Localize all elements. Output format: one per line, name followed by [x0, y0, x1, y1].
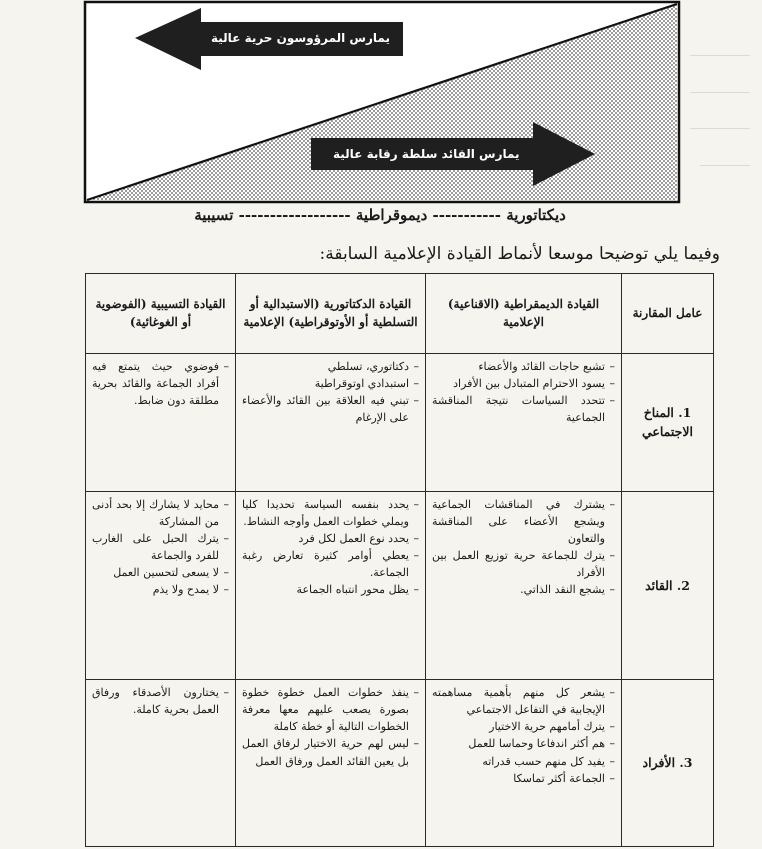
list-item: – هم أكثر اندفاعا وحماسا للعمل: [432, 735, 615, 752]
list-item: – يحدد بنفسه السياسة تحديدا كليا ويملي خطوات العمل وأوجه النشاط.: [242, 496, 419, 530]
header-democratic: القيادة الديمقراطية (الاقناعية) الإعلامية: [426, 274, 622, 354]
list-item: – يترك أمامهم حرية الاختيار: [432, 718, 615, 735]
list-item: – يشترك في المناقشات الجماعية ويشجع الأعضاء على المناقشة والتعاون: [432, 496, 615, 547]
list-item: – يترك الحبل على الغارب للفرد والجماعة: [92, 530, 229, 564]
dictatorial-cell: [236, 354, 426, 492]
arrow-bottom-label: يمارس القائد سلطة رقابة عالية: [333, 147, 520, 161]
arrow-top-label: يمارس المرؤوسون حرية عالية: [211, 31, 390, 45]
header-dictatorial: القيادة الدكتاتورية (الاستبدالية أو التسلطية أو الأوتوقراطية) الإعلامية: [236, 274, 426, 354]
table-row: [86, 491, 714, 680]
dictatorial-cell: [236, 680, 426, 847]
list-item: – تشبع حاجات القائد والأعضاء: [432, 358, 615, 375]
bleed-line: [690, 55, 750, 56]
list-item: – محايد لا يشارك إلا بحد أدنى من المشاركة: [92, 496, 229, 530]
header-factor: عامل المقارنة: [622, 274, 714, 354]
leadership-scale: ديكتاتورية ----------- ديموقراطية ------------------ تسيبية: [194, 206, 566, 224]
list-item: – يشجع النقد الذاتي.: [432, 581, 615, 598]
list-item: – يظل محور انتباه الجماعة: [242, 581, 419, 598]
list-item: – لا يسعى لتحسين العمل: [92, 564, 229, 581]
list-item: – لا يمدح ولا يذم: [92, 581, 229, 598]
list-item: – دكتاتوري، تسلطي: [242, 358, 419, 375]
laissez-faire-cell: [86, 680, 236, 847]
factor-cell: 2. القائد: [622, 491, 714, 680]
list-item: – يختارون الأصدقاء ورفاق العمل بحرية كاملة.: [92, 684, 229, 718]
list-item: – يسود الاحترام المتبادل بين الأفراد: [432, 375, 615, 392]
factor-cell: 3. الأفراد: [622, 680, 714, 847]
table-header-row: [86, 274, 714, 354]
list-item: – فوضوي حيث يتمتع فيه أفراد الجماعة والقائد بحرية مطلقة دون ضابط.: [92, 358, 229, 409]
list-item: – الجماعة أكثر تماسكا: [432, 770, 615, 787]
dictatorial-cell: [236, 491, 426, 680]
democratic-cell: [426, 491, 622, 680]
list-item: – يعطي أوامر كثيرة تعارض رغبة الجماعة.: [242, 547, 419, 581]
list-item: – ينفذ خطوات العمل خطوة خطوة بصورة يصعب عليهم معها معرفة الخطوات التالية أو خطة كاملة: [242, 684, 419, 735]
bleed-line: [700, 165, 750, 166]
democratic-cell: [426, 680, 622, 847]
list-item: – ليس لهم حرية الاختيار لرفاق العمل بل يعين القائد العمل ورفاق العمل: [242, 735, 419, 769]
list-item: – تبني فيه العلاقة بين القائد والأعضاء على الإرغام: [242, 392, 419, 426]
leadership-diagram: [83, 0, 681, 205]
header-laissez-faire: القيادة التسيبية (الفوضوية أو الغوغائية): [86, 274, 236, 354]
democratic-cell: [426, 354, 622, 492]
list-item: – يترك للجماعة حرية توزيع العمل بين الأفراد: [432, 547, 615, 581]
list-item: – يحدد نوع العمل لكل فرد: [242, 530, 419, 547]
bleed-line: [690, 92, 750, 93]
table-row: [86, 680, 714, 847]
list-item: – تتحدد السياسات نتيجة المناقشة الجماعية: [432, 392, 615, 426]
section-intro: وفيما يلي توضيحا موسعا لأنماط القيادة الإعلامية السابقة:: [319, 244, 720, 264]
list-item: – يفيد كل منهم حسب قدراته: [432, 753, 615, 770]
list-item: – استبدادي اوتوقراطية: [242, 375, 419, 392]
comparison-table: [85, 273, 714, 847]
laissez-faire-cell: [86, 491, 236, 680]
laissez-faire-cell: [86, 354, 236, 492]
bleed-line: [690, 128, 750, 129]
table-row: [86, 354, 714, 492]
factor-cell: 1. المناخ الاجتماعي: [622, 354, 714, 492]
list-item: – يشعر كل منهم بأهمية مساهمته الإيجابية في التفاعل الاجتماعي: [432, 684, 615, 718]
